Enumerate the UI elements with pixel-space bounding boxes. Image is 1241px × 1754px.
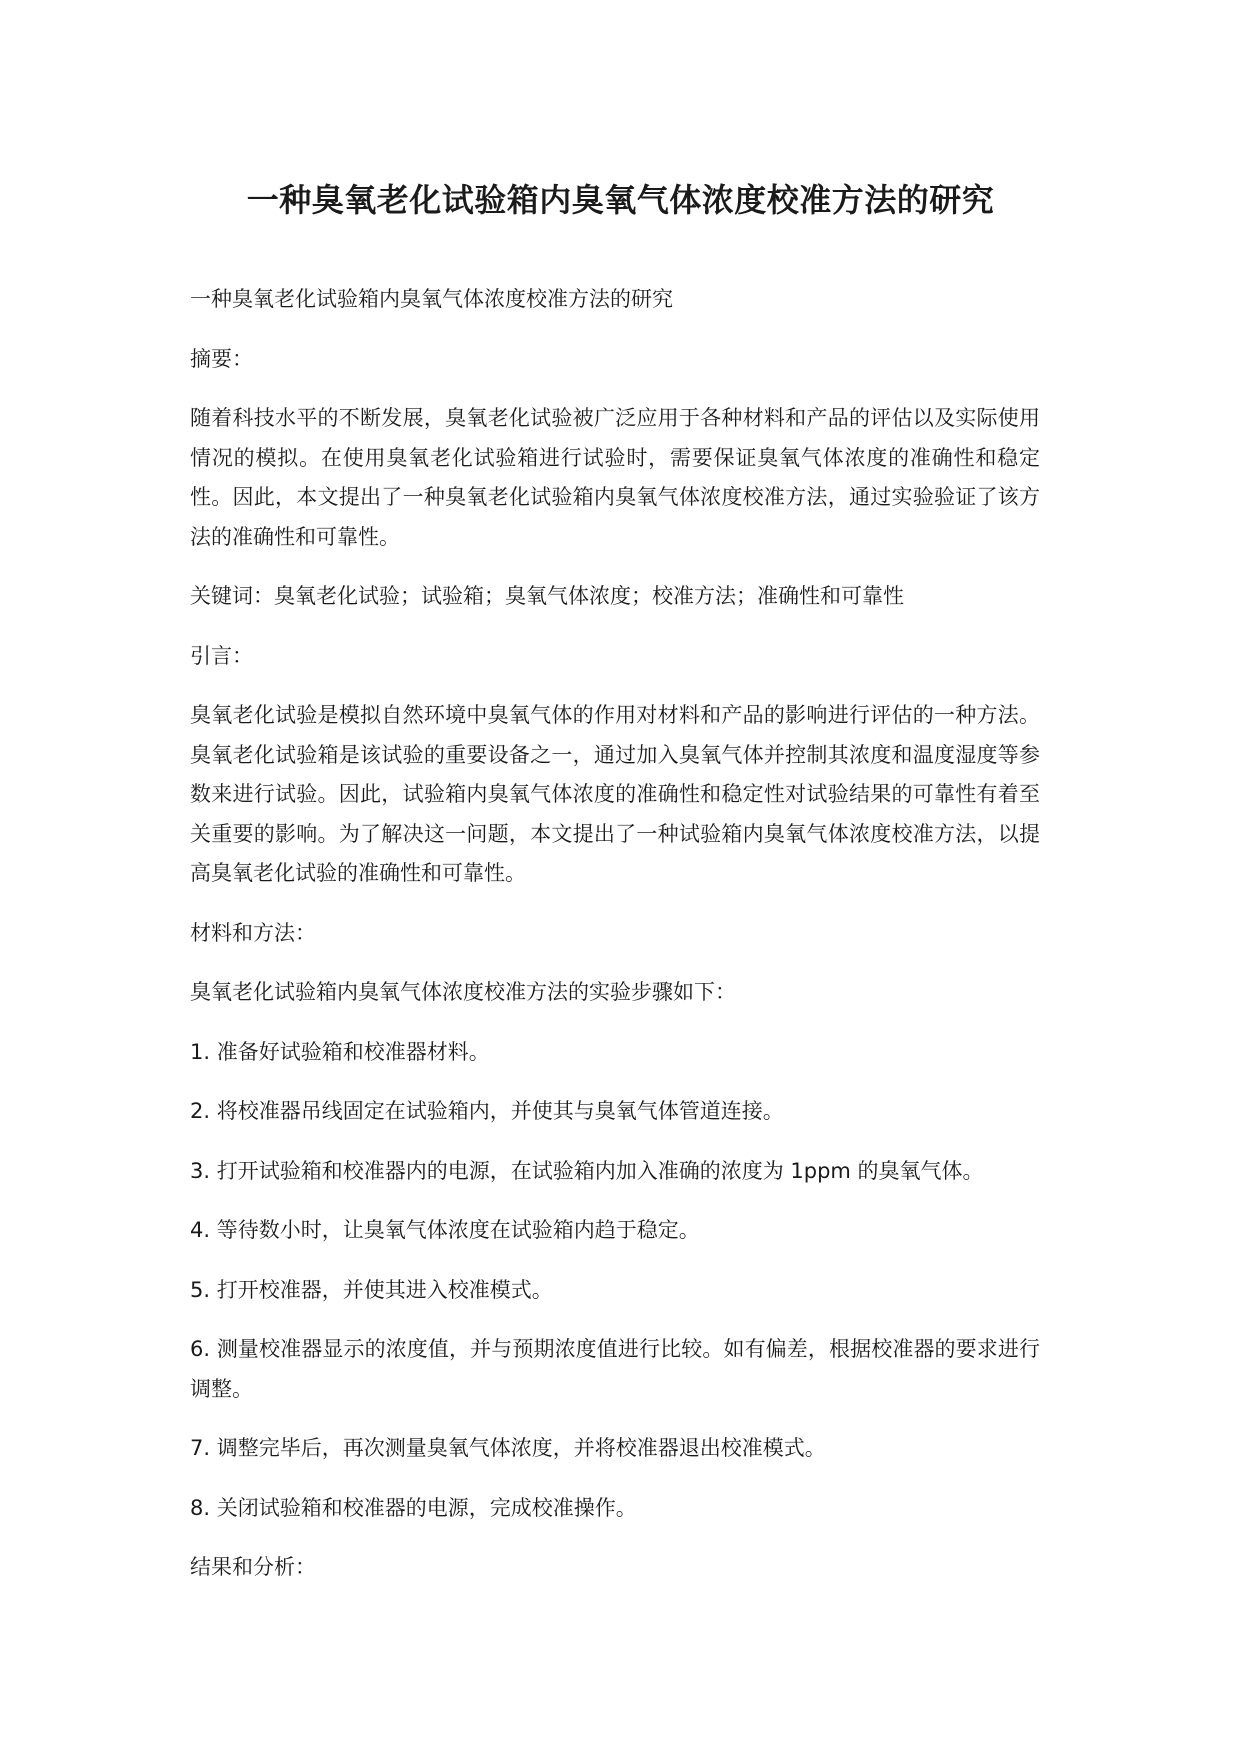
- step-item: 7. 调整完毕后，再次测量臭氧气体浓度，并将校准器退出校准模式。: [190, 1436, 826, 1460]
- step-item: 1. 准备好试验箱和校准器材料。: [190, 1039, 490, 1064]
- introduction-heading: 引言：: [190, 643, 253, 668]
- results-heading: 结果和分析：: [190, 1555, 316, 1579]
- methods-intro-paragraph: 臭氧老化试验箱内臭氧气体浓度校准方法的实验步骤如下：: [190, 980, 736, 1004]
- keywords-line: 关键词：臭氧老化试验；试验箱；臭氧气体浓度；校准方法；准确性和可靠性: [190, 584, 904, 608]
- step-item: 5. 打开校准器，并使其进入校准模式。: [190, 1277, 553, 1302]
- document-body: [190, 280, 1040, 1608]
- abstract-paragraph: 随着科技水平的不断发展，臭氧老化试验被广泛应用于各种材料和产品的评估以及实际使用情况的模拟。在使用臭氧老化试验箱进行试验时，需要保证臭氧气体浓度的准确性和稳定性。因此，本文提出了一种臭氧老化试验箱内臭氧气体浓度校准方法，通过实验验证了该方法的准确性和可靠性。: [190, 406, 1040, 549]
- subtitle-line: 一种臭氧老化试验箱内臭氧气体浓度校准方法的研究: [190, 287, 673, 311]
- materials-methods-heading: 材料和方法：: [190, 920, 316, 945]
- step-item: 2. 将校准器吊线固定在试验箱内，并使其与臭氧气体管道连接。: [190, 1099, 784, 1123]
- step-item: 4. 等待数小时，让臭氧气体浓度在试验箱内趋于稳定。: [190, 1218, 700, 1242]
- step-item: 3. 打开试验箱和校准器内的电源，在试验箱内加入准确的浓度为 1ppm 的臭氧气体。: [190, 1158, 984, 1183]
- abstract-heading: 摘要：: [190, 346, 253, 371]
- document-title: 一种臭氧老化试验箱内臭氧气体浓度校准方法的研究: [246, 181, 995, 219]
- step-item: 6. 测量校准器显示的浓度值，并与预期浓度值进行比较。如有偏差，根据校准器的要求进行调整。: [190, 1337, 1040, 1401]
- step-item: 8. 关闭试验箱和校准器的电源，完成校准操作。: [190, 1495, 637, 1520]
- introduction-paragraph: 臭氧老化试验是模拟自然环境中臭氧气体的作用对材料和产品的影响进行评估的一种方法。臭氧老化试验箱是该试验的重要设备之一，通过加入臭氧气体并控制其浓度和温度湿度等参数来进行试验。因此，试验箱内臭氧气体浓度的准确性和稳定性对试验结果的可靠性有着至关重要的影响。为了解决这一问题，本文提出了一种试验箱内臭氧气体浓度校准方法，以提高臭氧老化试验的准确性和可靠性。: [190, 703, 1040, 885]
